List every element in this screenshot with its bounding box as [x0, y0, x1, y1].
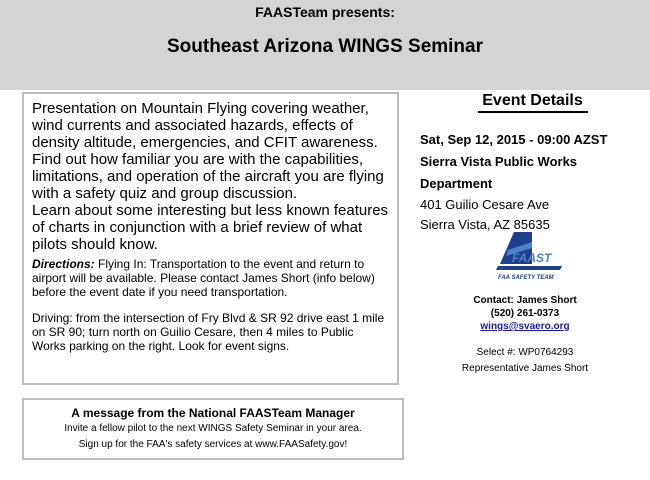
event-details-heading: Event Details — [478, 92, 588, 113]
driving-text: Driving: from the intersection of Fry Blvd & SR 92 drive east 1 mile on SR 90; turn north on Guilio Cesare, then 4 miles to Public Works parking on the right. Look for event signs. — [32, 311, 385, 353]
representative-name: Representative James Short — [461, 363, 589, 374]
select-number: Select #: WP0764293 — [476, 347, 574, 358]
page-title: Southeast Arizona WINGS Seminar — [166, 36, 483, 57]
contact-block — [420, 294, 630, 333]
event-venue-line-2: Department — [420, 176, 493, 191]
contact-phone: (520) 261-0373 — [490, 308, 560, 319]
contact-name: Contact: James Short — [473, 295, 577, 306]
message-line-2: Sign up for the FAA's safety services at www.FAASafety.gov! — [78, 439, 348, 450]
description-paragraph-1: Presentation on Mountain Flying covering weather, wind currents and associated hazards, effects of density altitude, emergencies, and CFIT awareness. — [32, 100, 378, 151]
directions-label: Directions: — [32, 257, 95, 271]
event-address-line-2: Sierra Vista, AZ 85635 — [420, 217, 550, 232]
manager-message-box — [22, 398, 404, 460]
logo-subtext: FAA SAFETY TEAM — [498, 275, 554, 281]
message-line-1: Invite a fellow pilot to the next WINGS Safety Seminar in your area. — [64, 423, 362, 434]
message-title: A message from the National FAASTeam Manager — [71, 406, 355, 420]
description-paragraph-3: Learn about some interesting but less known features of charts in conjunction with a brief review of what pilots should know. — [32, 202, 389, 253]
contact-email-link[interactable]: wings@svaero.org — [480, 321, 570, 332]
presents-label: FAASTeam presents: — [255, 4, 395, 20]
description-paragraph-2: Find out how familiar you are with the capabilities, limitations, and operation of the aircraft you are flying with a safety quiz and group discussion. — [32, 151, 384, 202]
logo-text: FAAST — [512, 251, 552, 265]
header-banner — [0, 0, 650, 90]
directions-text — [32, 257, 389, 299]
event-venue-line-1: Sierra Vista Public Works — [420, 154, 578, 169]
event-details-panel — [420, 92, 645, 374]
event-address-line-1: 401 Guilio Cesare Ave — [420, 197, 550, 212]
directions-body: Flying In: Transportation to the event and return to airport will be available. Please contact James Short (info below) before the event date if you need transportation. — [32, 257, 375, 299]
event-datetime: Sat, Sep 12, 2015 - 09:00 AZST — [420, 132, 608, 147]
faas-team-logo-icon — [492, 230, 564, 282]
description-box — [22, 92, 399, 385]
